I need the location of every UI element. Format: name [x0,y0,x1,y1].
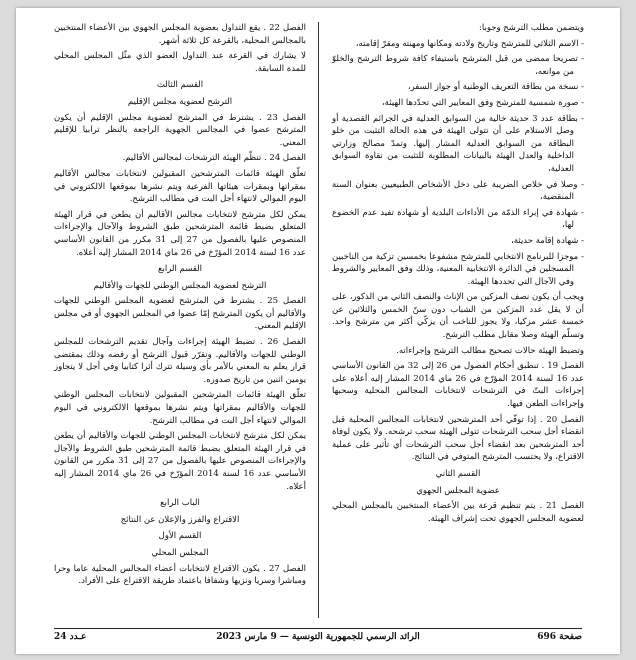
section-heading: القسم الرابع [157,264,203,275]
paragraph: يمكن لكل مترشح لانتخابات مجالس الأقاليم أن يطعن في قرار الهيئة المتعلق بضبط قائمة المترشحين طبق الشروط والآجال والإجراءات المنصوص عليها بالفصول من 27 إلى 31 مكرر من القانون الأساسي عدد 16 لسنة 2014 المؤرّخ في 26 ماي 2014 المشار إليه أعلاه. [54,209,307,258]
paragraph: الفصل 23 . يشترط في المترشح لعضوية مجلس الإقليم أن يكون المترشح عضوا في المجالس الجهوية الراجعة بالنظر ترابيا للإقليم المعني. [54,112,306,148]
paragraph: ويجب أن يكون نصف المزكين من الإناث والنصف الثاني من الذكور، على أن لا يقل عدد المزكين من الشباب دون سنّ الخمس والثلاثين عن خمسة عشر مزكيا، ولا يجوز للناخب أن يزكّي أكثر من مترشح واحد. وتسلّم الهيئة وصلا مقابل مطلب الترشح. [332,292,584,341]
paragraph: لا يشارك في القرعة عند التداول العضو الذي مثّل المجلس المحلي للمدة السابقة. [54,51,306,74]
section-heading: القسم الثاني [435,469,481,479]
paragraph: تعلّق الهيئة قائمات المترشحين المقبولين لانتخابات المجلس الوطني للجهات والأقاليم بمقراتها ويتم نشرها بموقعها الالكتروني في اليوم الموالي لانتهاء أجل البت في مطالب الترشح. [54,390,306,426]
footer-journal-title: الرائد الرسمي للجمهورية التونسية — 9 مارس 2023 [216,632,420,642]
section-heading: الاقتراع والفرز والإعلان عن النتائج [120,514,240,525]
paragraph: الفصل 20 . إذا توفّي أحد المترشحين لانتخابات المجالس المحلية قبل انقضاء أجل سحب الترشحات تتولى الهيئة سحب ترشحه. ولا يكون لوفاة أحد المترشحين بعد انقضاء أجل سحب الترشحات أي تأثير على عملية الاقتراع، ولا يحتسب المترشح المتوفي في النتائج. [332,414,584,463]
left-column [54,22,306,591]
paragraph: يمكن لكل مترشح لانتخابات المجلس الوطني للجهات والأقاليم أن يطعن في قرار الهيئة المتعلق بضبط قائمة المترشحين طبق الشروط والآجال والإجراءات المنصوص عليها بالفصول من 27 إلى 31 مكرر من القانون الأساسي عدد 16 لسنة 2014 المؤرّخ في 26 ماي 2014 المشار إليه أعلاه. [54,431,306,492]
paragraph: الفصل 24 . تنظّم الهيئة الترشحات لمجالس الأقاليم. [122,153,306,164]
paragraph: - شهادة في إبراء الذمّة من الأداءات البلدية أو شهادة تفيد عدم الخضوع لها، [332,207,584,231]
right-column [332,22,584,528]
section-heading: المجلس المحلي [151,547,209,558]
paragraph: الفصل 25 . يشترط في المترشح لعضوية المجلس الوطني للجهات والأقاليم أن يكون المترشح إمّا عضوا في المجلس الجهوي أو في مجلس الإقليم المعني. [54,296,307,332]
section-heading: الترشح لعضوية مجلس الإقليم [127,96,233,107]
section-heading: القسم الأول [158,531,202,542]
paragraph: - تصريحا ممضى من قبل المترشح باستيفاء كافة شروط الترشح والخلوّ من موانعه، [332,54,584,77]
footer-page-number: صفحة 696 [537,632,582,642]
paragraph: الفصل 21 . يتم تنظيم قرعة بين الأعضاء المنتخبين بالمجلس المحلي لعضوية المجلس الجهوي تحت إشراف الهيئة. [332,501,585,524]
column-divider [318,22,319,618]
paragraph: - وصلا في خلاص الضريبة على دخل الأشخاص الطبيعيين بعنوان السنة المنقضية، [332,179,584,203]
section-heading: الباب الرابع [160,498,200,509]
page-footer [54,628,582,645]
document-page [16,8,620,654]
paragraph: - موجزا للبرنامج الانتخابي للمترشح مشفوعا بخمسين تزكية من الناخبين المسجلين في الدائرة الانتخابية المعنية، وذلك وفق المعايير والشروط وفي الآجال التي تحددها الهيئة. [332,251,584,287]
footer-issue-number: عـدد 24 [54,632,87,642]
paragraph: تعلّق الهيئة قائمات المترشحين المقبولين لانتخابات مجالس الأقاليم بمقراتها وبمقرات هيئاتها الفرعية ويتم نشرها بموقعها الالكتروني في اليوم الموالي لانتهاء أجل البت في مطالب الترشح. [54,168,306,205]
paragraph: الفصل 26 . تضبط الهيئة إجراءات وآجال تقديم الترشحات للمجلس الوطني للجهات والأقاليم. وتقرّر قبول الترشح أو رفضه وذلك بمقتضى قرار يعلم به المعني بالأمر بأي وسيلة تترك أثرا كتابيا وفي أجل لا يتجاوز يومين اثنين من تاريخ صدوره. [54,337,306,385]
paragraph: - الاسم الثلاثي للمترشح وتاريخ ولادته ومكانها ومهنته ومقرّ إقامته، [355,38,584,49]
section-heading: عضوية المجلس الجهوي [416,485,500,496]
paragraph: الفصل 19 . تنطبق أحكام الفصول من 26 إلى 32 من القانون الأساسي عدد 16 لسنة 2014 المؤرّخ في 26 ماي 2014 المشار إليه أعلاه على إجراءات البتّ في الترشحات لانتخابات المجالس المحلية وسحبها وإجراءات الطعن فيها. [332,361,585,410]
paragraph: - بطاقة عدد 3 حديثة خالية من السوابق العدلية في الجرائم القصدية أو وصل الاستلام على أن تتولى الهيئة في هذه الحالة التثبت من خلو البطاقة من السوابق العدلية المشار إليها. وتمدّ مصالح وزارتي الداخلية والعدل الهيئة بالبيانات المطلوبة للتثبت من نقاوة السوابق العدلية، [332,113,584,174]
paragraph: - صورة شمسية للمترشح وفق المعايير التي تحدّدها الهيئة، [381,97,584,108]
paragraph: وتضبط الهيئة حالات تصحيح مطالب الترشح وإجراءاته. [396,345,584,356]
paragraph: ويتضمن مطلب الترشح وجوبا: [479,23,584,33]
paragraph: - نسخة من بطاقة التعريف الوطنية أو جواز السفر، [407,82,584,93]
section-heading: الترشح لعضوية المجلس الوطني للجهات والأقاليم [93,280,267,291]
paragraph: - شهادة إقامة حديثة، [511,235,584,246]
paragraph: الفصل 27 . يكون الاقتراع لانتخابات أعضاء المجالس المحلية عاما وحرا ومباشرا وسريا ونزيها وشفافا باعتماد طريقة الاقتراع على الأفراد. [54,563,307,587]
section-heading: القسم الثالث [156,80,204,91]
paragraph: الفصل 22 . يقع التداول بعضوية المجلس الجهوي بين الأعضاء المنتخبين بالمجالس المحلية، بالقرعة كل ثلاثة أشهر. [54,23,306,46]
